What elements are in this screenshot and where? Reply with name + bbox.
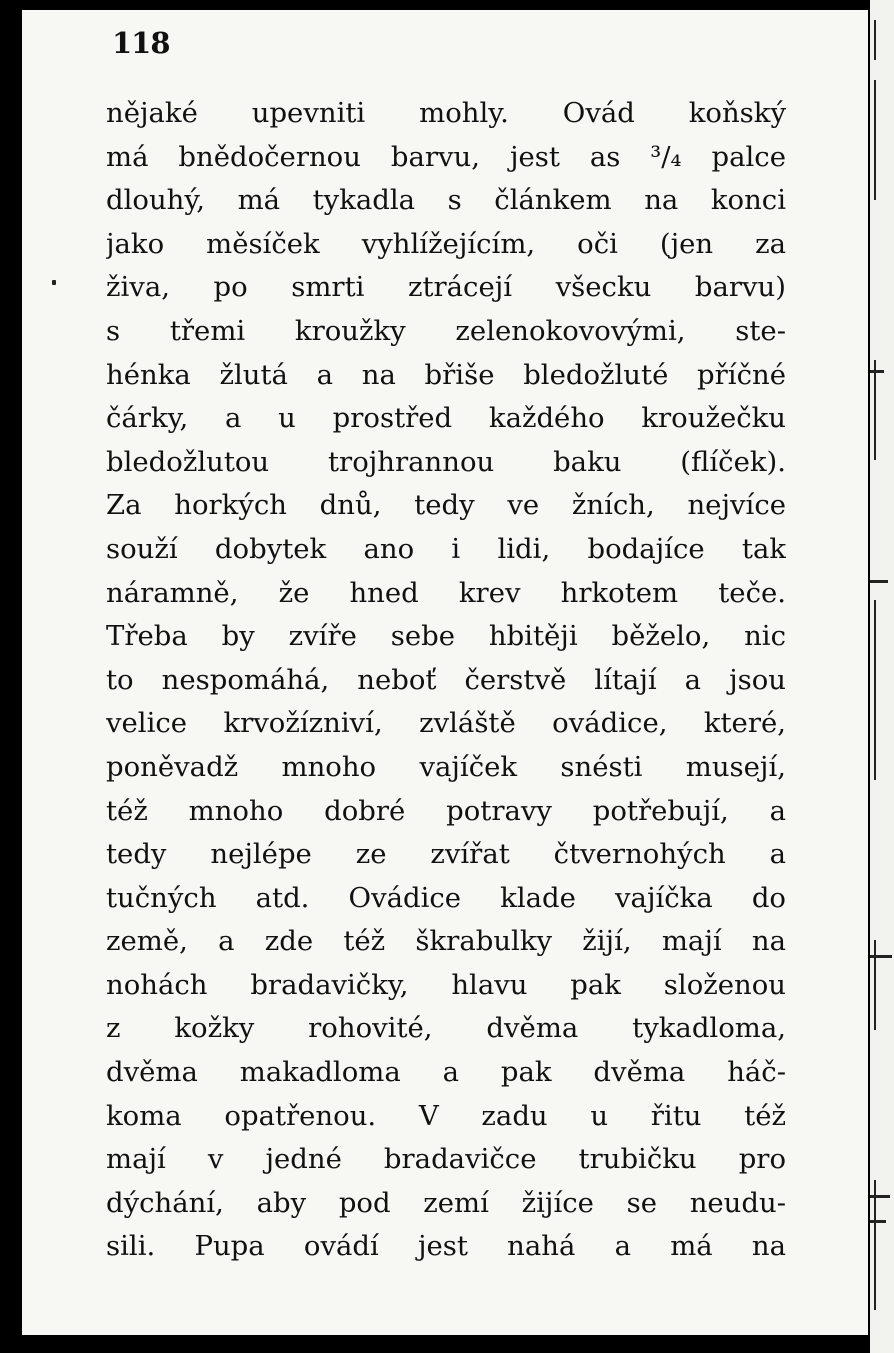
book-page bbox=[22, 10, 868, 1335]
text-line: mají v jedné bradavičce trubičku pro bbox=[106, 1143, 786, 1176]
ink-speck bbox=[52, 280, 56, 285]
page-number: 118 bbox=[112, 26, 170, 60]
text-line: velice krvožízniví, zvláště ovádice, které, bbox=[106, 707, 786, 740]
text-line: s třemi kroužky zelenokovovými, ste- bbox=[106, 314, 786, 347]
text-line: náramně, že hned krev hrkotem teče. bbox=[106, 576, 786, 609]
text-line: bledožlutou trojhrannou baku (flíček). bbox=[106, 445, 786, 478]
text-line: tedy nejlépe ze zvířat čtvernohých a bbox=[106, 838, 786, 871]
text-line: dýchání, aby pod zemí žijíce se neudu- bbox=[106, 1186, 786, 1219]
edge-rule bbox=[874, 360, 876, 460]
text-line: tučných atd. Ovádice klade vajíčka do bbox=[106, 881, 786, 914]
text-line: Za horkých dnů, tedy ve žních, nejvíce bbox=[106, 489, 786, 522]
text-line: z kožky rohovité, dvěma tykadloma, bbox=[106, 1012, 786, 1045]
edge-tick bbox=[870, 370, 884, 373]
adjacent-page-edge bbox=[870, 0, 894, 1353]
edge-tick bbox=[870, 1220, 886, 1223]
edge-tick bbox=[870, 1195, 890, 1198]
text-line: to nespomáhá, neboť čerstvě lítají a jsou bbox=[106, 663, 786, 696]
text-line: hénka žlutá a na břiše bledožluté příčné bbox=[106, 358, 786, 391]
edge-rule bbox=[874, 20, 876, 60]
text-line: čárky, a u prostřed každého kroužečku bbox=[106, 402, 786, 435]
text-line: též mnoho dobré potravy potřebují, a bbox=[106, 794, 786, 827]
text-line: souží dobytek ano i lidi, bodajíce tak bbox=[106, 532, 786, 565]
text-line: jako měsíček vyhlížejícím, oči (jen za bbox=[106, 227, 786, 260]
edge-rule bbox=[874, 940, 876, 1030]
text-line: živa, po smrti ztrácejí všecku barvu) bbox=[106, 271, 786, 304]
edge-rule bbox=[874, 80, 876, 200]
edge-rule bbox=[874, 600, 876, 780]
text-line: dlouhý, má tykadla s článkem na konci bbox=[106, 184, 786, 217]
text-line: poněvadž mnoho vajíček snésti musejí, bbox=[106, 750, 786, 783]
edge-rule bbox=[874, 1180, 876, 1310]
text-line: Třeba by zvíře sebe hbitěji běželo, nic bbox=[106, 620, 786, 653]
text-line: má bnědočernou barvu, jest as ³/₄ palce bbox=[106, 140, 786, 173]
edge-tick bbox=[870, 580, 888, 583]
text-line: nějaké upevniti mohly. Ovád koňský bbox=[106, 97, 786, 129]
text-line: koma opatřenou. V zadu u řitu též bbox=[106, 1099, 786, 1132]
text-line: sili. Pupa ovádí jest nahá a má na bbox=[106, 1230, 786, 1263]
page-text bbox=[106, 92, 786, 1269]
text-line: nohách bradavičky, hlavu pak složenou bbox=[106, 968, 786, 1001]
text-line: země, a zde též škrabulky žijí, mají na bbox=[106, 925, 786, 958]
text-line: dvěma makadloma a pak dvěma háč- bbox=[106, 1056, 786, 1089]
